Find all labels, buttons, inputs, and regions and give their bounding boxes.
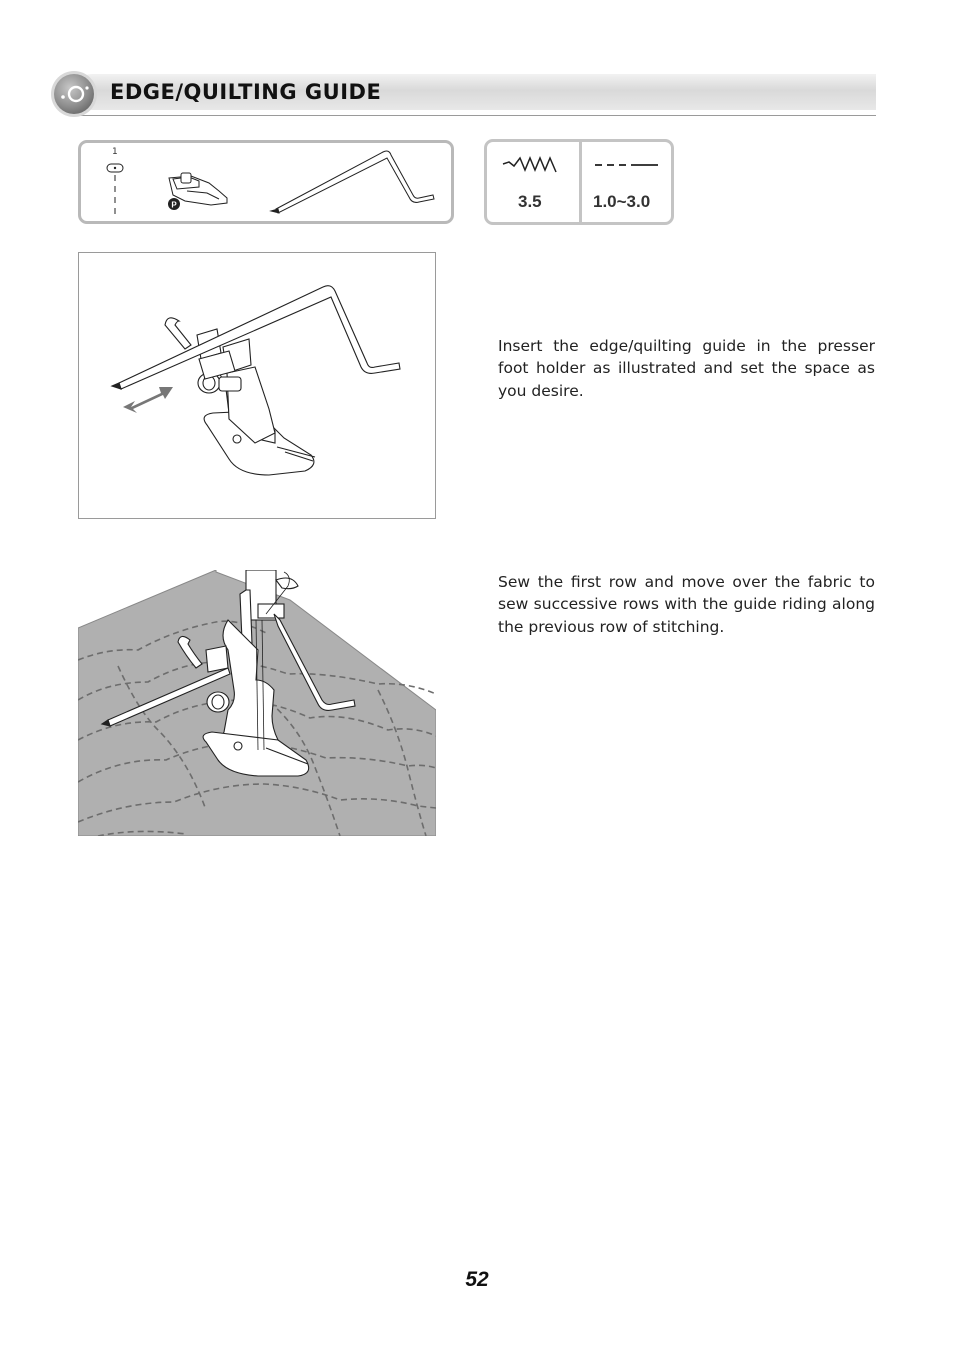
step-1-text: Insert the edge/quilting guide in the presser foot holder as illustrated and set the space as you desire. (498, 337, 875, 400)
zigzag-width-icon (503, 158, 556, 172)
stitch-length-value: 1.0~3.0 (593, 192, 651, 211)
illustration-insert-guide (78, 252, 436, 519)
step-2-text: Sew the first row and move over the fabric to sew successive rows with the guide riding along the previous row of stitching. (498, 573, 875, 636)
adjust-arrow-icon (123, 387, 173, 413)
section-header (50, 72, 876, 116)
sewing-settings-badge-icon (50, 70, 98, 118)
page-number: 52 (465, 1268, 489, 1291)
stitch-settings-panel (484, 139, 674, 225)
illustration-sew-rows (78, 570, 436, 836)
quilting-guide-bar-icon (271, 151, 434, 213)
foot-badge-icon (168, 198, 180, 210)
needle-position-label: 1 (112, 147, 118, 157)
accessories-drawing (81, 143, 457, 227)
header-rule (80, 115, 876, 116)
foot-badge-label: P (171, 200, 177, 210)
accessories-panel (78, 140, 454, 224)
stitch-width-value: 3.5 (518, 192, 542, 211)
page-title: EDGE/QUILTING GUIDE (110, 80, 382, 104)
needle-position-icon (107, 164, 123, 219)
